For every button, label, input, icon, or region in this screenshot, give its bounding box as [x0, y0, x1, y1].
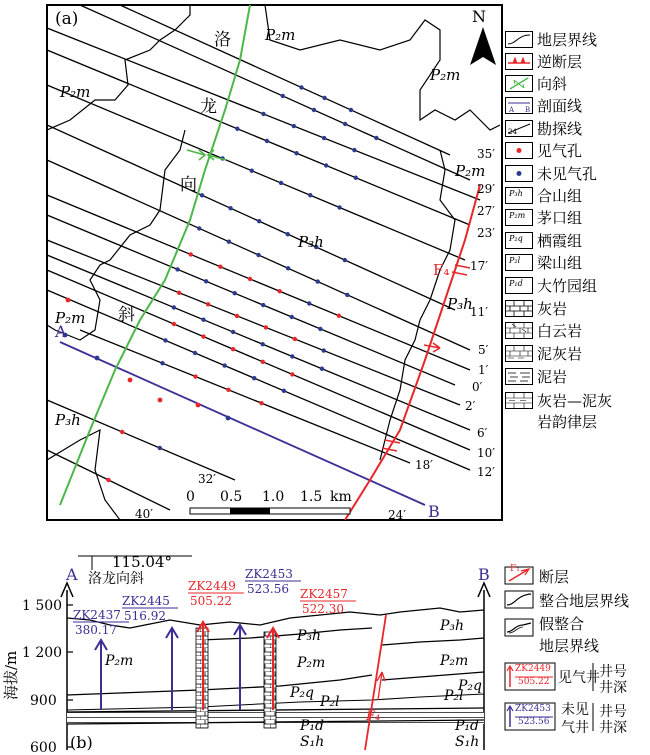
- no-gas-borehole: [286, 232, 290, 236]
- legend-label: 泥岩: [537, 367, 568, 386]
- legend-item: [505, 50, 582, 72]
- formation-label: P₁d: [300, 718, 324, 734]
- legend-pseudo-1: 假整合: [539, 615, 585, 633]
- legend-label: 勘探线: [537, 119, 583, 138]
- legend-symbol-mudstone: [505, 368, 533, 385]
- no-gas-borehole: [250, 169, 254, 173]
- legend-label: 地层界线: [537, 30, 598, 49]
- line-label: 10′: [477, 446, 495, 460]
- gas-borehole: [177, 291, 181, 295]
- no-gas-borehole: [322, 96, 326, 100]
- gas-borehole: [193, 374, 197, 378]
- gas-borehole: [218, 265, 222, 269]
- legend-nogas-label-1: 未见: [561, 702, 589, 718]
- gas-borehole: [158, 398, 163, 403]
- well-depth: 523.56: [247, 582, 289, 596]
- no-gas-borehole: [279, 181, 283, 185]
- well-depth: 522.30: [302, 602, 344, 616]
- no-gas-borehole: [324, 163, 328, 167]
- legend-item: [505, 229, 582, 251]
- legend-item: [505, 389, 612, 411]
- legend-item: [505, 319, 582, 341]
- scale-tick: 1.0: [262, 489, 285, 505]
- well-id: ZK2453: [245, 567, 293, 581]
- line-label: 12′: [477, 465, 495, 479]
- no-gas-borehole: [160, 361, 164, 365]
- legend-item: [505, 184, 582, 206]
- no-gas-borehole: [201, 318, 205, 322]
- legend-item: [505, 274, 597, 296]
- formation-label: P₁d: [455, 718, 479, 734]
- scale-unit: km: [330, 489, 352, 505]
- scale-tick: 0.5: [220, 489, 243, 505]
- formation-label: P₃h: [298, 233, 324, 251]
- section-end-b: B: [478, 565, 490, 584]
- well-id: ZK2457: [300, 587, 348, 601]
- legend-symbol-marl: [505, 345, 533, 362]
- legend-fault-sym: F₁: [510, 564, 520, 574]
- boundary-p3h-p2m-right: [382, 638, 484, 645]
- no-gas-borehole: [200, 193, 204, 197]
- gas-borehole: [206, 302, 210, 306]
- legend-well-depth-2: 井深: [599, 720, 627, 736]
- legend-conformable: 整合地层界线: [539, 592, 630, 610]
- gas-borehole: [293, 337, 297, 341]
- gas-borehole: [235, 314, 239, 318]
- formation-label: P₃h: [297, 628, 322, 644]
- legend-nogas-well-depth: 523.56: [518, 717, 550, 727]
- line-label: 32′: [198, 472, 216, 486]
- legend-item: [505, 297, 567, 319]
- place-char-xie: 斜: [118, 305, 135, 325]
- legend-symbol-formation: P₂m: [505, 209, 533, 226]
- no-gas-borehole: [95, 356, 100, 361]
- svg-text:A: A: [509, 105, 515, 113]
- legend-item: [505, 365, 567, 387]
- no-gas-borehole: [343, 122, 347, 126]
- legend-item: [505, 139, 582, 161]
- well-column: [264, 632, 276, 728]
- legend-item: [505, 117, 582, 139]
- no-gas-borehole: [197, 226, 201, 230]
- line-label: 24′: [388, 508, 406, 522]
- gas-borehole: [201, 334, 205, 338]
- legend-symbol-thrust: [505, 53, 533, 70]
- legend-gas-well-id: ZK2449: [515, 664, 551, 674]
- y-tick: 1 200: [22, 645, 63, 661]
- no-gas-borehole: [265, 139, 269, 143]
- no-gas-borehole: [318, 327, 322, 331]
- legend-label: 灰岩—泥灰: [537, 391, 613, 410]
- no-gas-borehole: [228, 206, 232, 210]
- formation-label: S₁h: [300, 734, 325, 750]
- formation-label: P₂m: [60, 83, 91, 101]
- formation-label: S₁h: [455, 734, 480, 750]
- line-label: 6′: [477, 426, 488, 440]
- legend-label: 岩韵律层: [537, 412, 598, 431]
- no-gas-borehole: [231, 330, 235, 334]
- place-char-luo: 洛: [214, 30, 231, 50]
- formation-label: P₂m: [430, 66, 461, 84]
- scale-tick: 0: [186, 489, 195, 505]
- no-gas-borehole: [204, 279, 208, 283]
- no-gas-borehole: [343, 258, 347, 262]
- no-gas-borehole: [227, 240, 231, 244]
- legend-label: 梁山组: [537, 253, 583, 272]
- legend-label: 泥灰岩: [537, 344, 583, 363]
- no-gas-borehole: [222, 363, 226, 367]
- no-gas-borehole: [294, 151, 298, 155]
- no-gas-borehole: [158, 446, 162, 450]
- y-tick: 900: [30, 693, 57, 709]
- gas-borehole: [277, 289, 281, 293]
- no-gas-borehole: [261, 112, 265, 116]
- legend-symbol-dolomite: [505, 322, 533, 339]
- line-label: 18′: [415, 458, 433, 472]
- section-endpoint-b: B: [428, 502, 440, 521]
- no-gas-borehole: [261, 303, 265, 307]
- boundary-p2m-p2q: [67, 675, 372, 695]
- north-label: N: [472, 7, 486, 26]
- line-label: 17′: [470, 259, 488, 273]
- gas-borehole: [259, 401, 263, 405]
- formation-label: P₃h: [55, 411, 81, 429]
- no-gas-borehole: [290, 315, 294, 319]
- formation-label: P₂l: [444, 688, 464, 704]
- legend-item: [505, 162, 597, 184]
- legend-label: 白云岩: [537, 321, 583, 340]
- legend-item: [505, 206, 582, 228]
- legend-label: 栖霞组: [537, 231, 583, 250]
- section-fault-arrow: [377, 672, 385, 700]
- formation-label: P₂m: [265, 26, 296, 44]
- no-gas-borehole: [257, 219, 261, 223]
- legend-label: 逆断层: [537, 52, 583, 71]
- section-fault-label: F₄: [366, 709, 381, 724]
- gas-borehole: [128, 378, 133, 383]
- legend-gas-well-label: 见气井: [558, 670, 600, 686]
- y-tick: 1 500: [22, 598, 63, 614]
- no-gas-borehole: [286, 266, 290, 270]
- svg-text:B: B: [525, 105, 531, 113]
- formation-label: P₂l: [320, 694, 340, 710]
- boundary-p3h-p2m: [200, 628, 372, 640]
- gas-borehole: [106, 478, 110, 482]
- no-gas-borehole: [308, 193, 312, 197]
- no-gas-borehole: [252, 376, 256, 380]
- gas-borehole: [337, 314, 341, 318]
- legend-well-depth: 井深: [599, 680, 627, 696]
- line-label: 40′: [135, 507, 153, 521]
- no-gas-borehole: [282, 389, 286, 393]
- gas-borehole: [226, 388, 230, 392]
- legend-symbol-formation: P₃h: [505, 187, 533, 204]
- formation-label: P₃h: [440, 618, 465, 634]
- line-label: 5′: [478, 343, 489, 357]
- no-gas-borehole: [312, 108, 316, 112]
- formation-label: P₂q: [458, 678, 482, 694]
- legend-symbol-syncline: [505, 75, 533, 92]
- legend-label: 见气孔: [537, 141, 583, 160]
- legend-nogas-label-2: 气井: [561, 720, 589, 736]
- legend-symbol-section: [505, 97, 533, 114]
- legend-item: [505, 94, 582, 116]
- svg-text:24′: 24′: [508, 127, 519, 136]
- no-gas-borehole: [281, 94, 285, 98]
- legend-label: 未见气孔: [537, 164, 598, 183]
- no-gas-borehole: [352, 148, 356, 152]
- legend-symbol-formation: P₂q: [505, 232, 533, 249]
- line-label: 1′: [478, 363, 489, 377]
- no-gas-borehole: [226, 416, 231, 421]
- scale-tick: 1.5: [300, 489, 323, 505]
- place-char-long: 龙: [200, 97, 217, 117]
- no-gas-borehole: [299, 85, 303, 89]
- syncline-label: 洛龙向斜: [88, 571, 144, 587]
- legend-label: 灰岩: [537, 299, 568, 318]
- y-tick: 600: [30, 740, 57, 755]
- no-gas-borehole: [193, 351, 197, 355]
- no-gas-borehole: [374, 136, 378, 140]
- legend-item: [505, 342, 582, 364]
- legend-label: 大竹园组: [537, 276, 598, 295]
- legend-symbol-boundary: [505, 31, 533, 48]
- legend-nogas-well-id: ZK2453: [515, 704, 551, 714]
- line-label: 35′: [477, 147, 495, 161]
- gas-borehole: [264, 325, 268, 329]
- no-gas-borehole: [322, 348, 326, 352]
- formation-label: P₃h: [447, 295, 473, 313]
- no-gas-borehole: [345, 293, 349, 297]
- legend-fault: 断层: [539, 568, 570, 586]
- legend-symbol-exploration: [505, 120, 533, 137]
- gas-borehole: [231, 347, 235, 351]
- line-label: 29′: [477, 182, 495, 196]
- well-depth: 380.17: [75, 623, 117, 637]
- gas-borehole: [120, 430, 124, 434]
- legend-item: [505, 410, 597, 432]
- no-gas-borehole: [354, 176, 358, 180]
- gas-borehole: [172, 322, 176, 326]
- legend-well-no-2: 井号: [599, 704, 627, 720]
- formation-label: P₂m: [297, 655, 326, 671]
- no-gas-borehole: [320, 367, 324, 371]
- no-gas-borehole: [316, 279, 320, 283]
- no-gas-borehole: [163, 338, 167, 342]
- no-gas-borehole: [292, 124, 296, 128]
- place-char-xiang: 向: [180, 175, 197, 195]
- formation-label: P₂m: [105, 653, 134, 669]
- no-gas-borehole: [337, 205, 341, 209]
- section-fault: [365, 615, 386, 750]
- well-id: ZK2445: [122, 594, 170, 608]
- legend-label: 向斜: [537, 74, 568, 93]
- gas-borehole: [196, 403, 201, 408]
- legend-label: 合山组: [537, 186, 583, 205]
- formation-label: P₂q: [290, 685, 314, 701]
- legend-item: [505, 28, 597, 50]
- legend-label: 茅口组: [537, 208, 583, 227]
- fault-label-f4: F₄: [433, 261, 450, 279]
- well-id: ZK2437: [73, 608, 121, 622]
- formation-label: P₂m: [440, 653, 469, 669]
- section-endpoint-a: A: [55, 322, 67, 341]
- no-gas-borehole: [235, 127, 239, 131]
- section-end-a: A: [66, 565, 78, 584]
- gas-borehole: [66, 298, 71, 303]
- no-gas-borehole: [322, 136, 326, 140]
- well-id: ZK2449: [188, 579, 236, 593]
- syncline-coord: 115.04°: [112, 553, 172, 571]
- legend-symbol-gas-hole: [505, 142, 533, 159]
- line-label: 2′: [465, 399, 476, 413]
- legend-gas-well-depth: 505.22: [518, 677, 550, 687]
- no-gas-borehole: [175, 267, 179, 271]
- legend-symbol-formation: P₂l: [505, 254, 533, 271]
- no-gas-borehole: [232, 291, 236, 295]
- scale-bar: [190, 508, 350, 514]
- legend-well-no: 井号: [599, 664, 627, 680]
- no-gas-borehole: [307, 301, 311, 305]
- line-label: 23′: [477, 226, 495, 240]
- line-label: 11′: [470, 305, 488, 319]
- formation-label: P₂m: [455, 162, 486, 180]
- map-panel-label: (a): [55, 9, 79, 29]
- legend-item: [505, 72, 567, 94]
- legend-symbol-no-gas-hole: [505, 165, 533, 182]
- line-label: 27′: [477, 204, 495, 218]
- section-panel-label: (b): [70, 733, 93, 752]
- no-gas-borehole: [290, 354, 294, 358]
- line-label: 0′: [472, 380, 483, 394]
- legend-symbol-rhythm: [505, 392, 533, 409]
- formation-label: P₂m: [55, 309, 86, 327]
- gas-borehole: [248, 277, 252, 281]
- gas-borehole: [261, 360, 265, 364]
- legend-item: [505, 251, 582, 273]
- legend-symbol-formation: P₁d: [505, 277, 533, 294]
- no-gas-borehole: [261, 342, 265, 346]
- y-axis-title: 海拔/m: [2, 650, 20, 700]
- well-depth: 516.92: [124, 609, 166, 623]
- gas-borehole: [189, 252, 193, 256]
- gas-borehole: [290, 372, 294, 376]
- no-gas-borehole: [172, 305, 176, 309]
- legend-label: 剖面线: [537, 96, 583, 115]
- no-gas-borehole: [349, 108, 353, 112]
- legend-symbol-limestone: [505, 300, 533, 317]
- legend-pseudo-2: 地层界线: [539, 637, 600, 655]
- well-depth: 505.22: [190, 594, 232, 608]
- no-gas-borehole: [256, 253, 260, 257]
